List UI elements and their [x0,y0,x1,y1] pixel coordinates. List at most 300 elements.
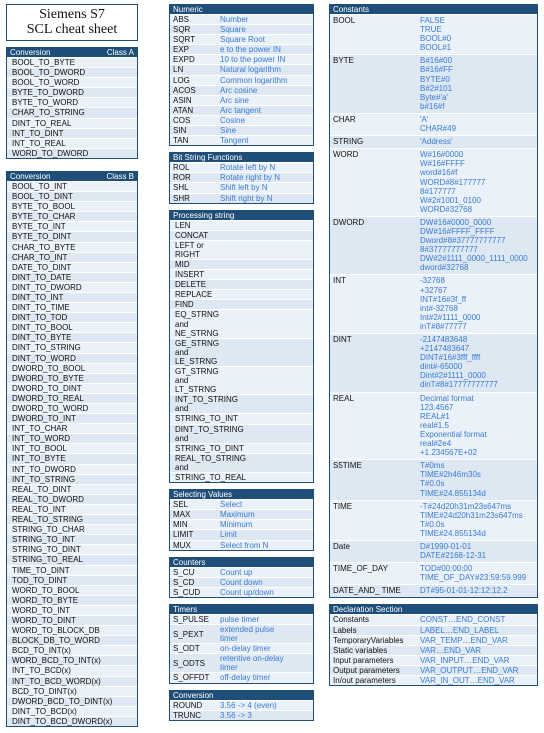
section-title: Constants [333,5,370,14]
row-keyword: ASIN [173,95,192,105]
table-row [330,216,537,275]
item-text: INT_TO_STRING and [175,395,238,414]
item-text: DINT_TO_DWORD [12,282,82,292]
row-description: VAR_INPUT…END_VAR [420,655,510,665]
description-line: timer [220,663,238,673]
section-header [170,5,313,14]
constant-value: real#2e4 [420,439,452,449]
row-keyword: ROUND [173,700,203,710]
item-text: INT_TO_BYTE [12,454,66,464]
item-text: DWORD_TO_INT [12,414,76,424]
row-description: e to the power IN [220,45,281,55]
item-text: REPLACE [175,290,213,300]
constant-value: b#16#f [420,101,445,111]
row-description: Common logarithm [220,75,288,85]
table-row [330,135,537,148]
item-text: DELETE [175,280,207,290]
constant-values [420,335,537,390]
constant-value: Decimal format [420,393,474,403]
list-item [7,138,137,148]
list-item [7,686,137,696]
row-description: Count up/down [220,587,274,597]
constant-value: 'Address' [420,137,453,147]
list-item [7,221,137,231]
list-item [7,544,137,554]
bit-string-section [169,152,314,203]
row-keyword: ROL [173,163,190,173]
list-item [7,696,137,706]
row-keyword: ABS [173,15,190,24]
item-text: GE_STRNG and LE_STRNG [175,338,220,366]
table-row [330,540,537,562]
table-row [170,172,313,182]
constant-values [420,218,537,273]
table-row [170,529,313,539]
constants-section [329,4,538,598]
table-row [330,645,537,655]
row-keyword: SHL [173,183,189,193]
section-header [170,691,313,700]
list-item [7,332,137,342]
section-title: Numeric [173,5,203,14]
table-row [170,44,313,54]
list-item [7,565,137,575]
list-item [7,77,137,87]
conversion-class-b-section [6,171,138,727]
row-keyword: S_ODT [173,644,200,654]
constant-value: CHAR#49 [420,124,457,134]
constant-value: DT#95-01-01-12:12:12.2 [420,586,508,596]
row-keyword: EXP [173,45,190,55]
list-item [7,554,137,564]
row-description: Select [220,500,243,510]
row-description: Arc cosine [220,85,258,95]
item-text: STRING_TO_DINT [12,545,81,555]
row-keyword: MIN [173,520,188,530]
item-text: REAL_TO_STRING [12,515,83,525]
table-row [330,675,537,685]
table-row [330,333,537,392]
title-line-1: Siemens S7 [39,7,105,22]
row-keyword: LIMIT [173,530,194,540]
row-keyword: S_OFFDT [173,673,210,683]
column-right [329,4,538,692]
table-row [170,509,313,519]
constant-value: 'A' [420,114,429,124]
item-text: MID [175,259,190,269]
row-keyword: SEL [173,500,189,510]
row-description: Minimum [220,520,253,530]
table-row [170,14,313,24]
constant-value: DATE#2168-12-31 [420,551,487,561]
constant-value: DW#2#1111_0000_1111_0000 [420,254,528,264]
item-text: BYTE_TO_CHAR [12,212,76,222]
item-text: CHAR_TO_STRING [12,108,85,118]
item-text: WORD_TO_INT [12,605,71,615]
row-description: Rotate right by N [220,173,281,183]
item-text: STRING_TO_REAL [12,555,83,565]
item-text: REAL_TO_STRING and [175,453,246,472]
table-row [170,85,313,95]
row-description: VAR_OUTPUT…END_VAR [420,665,519,675]
constant-value: 8#177777 [420,186,456,196]
item-text: GT_STRNG and LT_STRNG [175,367,219,395]
row-keyword: ACOS [173,85,196,95]
row-keyword: SHR [173,193,190,203]
list-item [7,706,137,716]
list-item [7,57,137,67]
constant-values [420,150,537,214]
row-keyword: S_CU [173,567,195,577]
list-item [7,595,137,605]
table-row [170,653,313,672]
item-text: TIME_TO_DINT [12,565,70,575]
row-keyword: TAN [173,136,189,146]
constant-value: TIME#24.855134d [420,528,486,538]
list-item [7,312,137,322]
list-item [7,494,137,504]
row-keyword: LOG [173,75,190,85]
constant-values [420,542,537,560]
list-item [7,383,137,393]
section-title: Processing string [173,210,235,220]
row-keyword: S_PEXT [173,629,204,639]
item-text: STRING_TO_INT [175,414,238,424]
row-description: VAR_TEMP…END_VAR [420,635,508,645]
constant-values [420,56,537,111]
item-text: DATE_TO_DINT [12,262,72,272]
constant-value: +32767 [420,285,447,295]
item-text: BYTE_TO_DINT [12,232,72,242]
row-description: 10 to the power IN [220,55,286,65]
list-item [170,279,313,289]
selecting-values-section [169,489,314,550]
table-row [170,75,313,85]
list-item [7,403,137,413]
list-item [7,534,137,544]
row-keyword: ATAN [173,105,194,115]
description-line: extended pulse [220,624,275,634]
list-item [170,240,313,259]
item-text: WORD_TO_BOOL [12,585,80,595]
row-description: Count down [220,577,263,587]
row-description [220,654,284,672]
row-keyword: Constants [333,615,370,625]
constant-value: TIME_OF_DAY#23:59:59.999 [420,573,527,583]
item-text: WORD_TO_BLOCK_DB [12,626,100,636]
row-description: Tangent [220,136,249,146]
list-item [7,373,137,383]
table-row [170,24,313,34]
list-item [170,366,313,394]
list-item [7,655,137,665]
constant-value: -T#24d20h31m23s647ms [420,501,512,511]
table-row [170,499,313,509]
description-line: off-delay timer [220,673,271,683]
page-title [6,4,138,41]
table-row [330,665,537,675]
item-text: EQ_STRNG and NE_STRNG [175,310,220,338]
list-item [170,453,313,472]
constant-values [420,502,537,538]
item-text: INT_TO_REAL [12,138,66,148]
section-header [330,605,537,614]
constant-type: INT [333,276,346,286]
list-item [7,353,137,363]
constant-value: D#1990-01-01 [420,541,472,551]
row-keyword: SIN [173,126,187,136]
constant-value: 8#37777777777 [420,245,478,255]
table-row [170,105,313,115]
table-row [330,625,537,635]
counters-section [169,557,314,598]
constant-type: STRING [333,137,364,147]
item-text: DWORD_TO_BYTE [12,373,84,383]
table-row [170,135,313,145]
item-text: BOOL_TO_DINT [12,192,73,202]
list-item [7,292,137,302]
section-header [170,605,313,614]
table-row [170,115,313,125]
table-row [330,459,537,499]
item-text: INT_TO_DINT [12,128,64,138]
constant-value: BOOL#1 [420,43,452,53]
item-text: DINT_TO_BOOL [12,323,73,333]
list-item [7,302,137,312]
list-item [7,272,137,282]
conversion-round-section [169,690,314,721]
constant-value: REAL#1 [420,411,450,421]
item-text: STRING_TO_REAL [175,473,246,483]
row-keyword: S_PULSE [173,614,210,624]
item-text: DINT_TO_STRING and [175,424,244,443]
item-text: BOOL_TO_BYTE [12,58,75,67]
constant-value: -32768 [420,276,445,286]
constant-value: Dword#8#37777777777 [420,236,506,246]
list-item [7,282,137,292]
item-text: BOOL_TO_DWORD [12,68,86,78]
list-item [7,118,137,128]
constant-type: TIME_OF_DAY [333,564,388,574]
numeric-section [169,4,314,146]
table-row [170,64,313,74]
item-text: DWORD_TO_DINT [12,383,82,393]
row-description: Arc tangent [220,105,261,115]
list-item [7,645,137,655]
table-row [330,274,537,333]
item-text: DINT_TO_BCD(x) [12,706,77,716]
declaration-section [329,604,538,686]
list-item [7,464,137,474]
item-text: STRING_TO_CHAR [12,525,85,535]
list-item [7,716,137,726]
list-item [7,423,137,433]
constant-value: inT#8#77777 [420,321,467,331]
item-text: DINT_TO_STRING [12,343,81,353]
processing-string-section [169,210,314,484]
table-row [170,125,313,135]
item-text: WORD_TO_BYTE [12,595,79,605]
item-text: STRING_TO_INT [12,535,75,545]
constant-value: 123.4567 [420,402,454,412]
item-text: REAL_TO_DINT [12,484,72,494]
table-row [170,643,313,653]
list-item [7,453,137,463]
list-item [7,615,137,625]
list-item [7,107,137,117]
constant-values [420,115,537,133]
section-header [170,490,313,499]
row-keyword: MUX [173,540,191,550]
table-row [330,113,537,135]
row-description: CONST…END_CONST [420,615,506,625]
row-description: Sine [220,126,237,136]
constant-value: FALSE [420,16,445,25]
list-item [7,87,137,97]
item-text: WORD_TO_DWORD [12,148,89,158]
list-item [7,322,137,332]
constant-value: W#16#0000 [420,150,464,160]
item-text: INT_TO_WORD [12,434,71,444]
table-row [170,540,313,550]
section-class: Class A [106,48,134,57]
list-item [7,252,137,262]
row-keyword: MAX [173,510,191,520]
list-item [7,676,137,686]
row-keyword: LN [173,65,184,75]
item-text: BOOL_TO_WORD [12,78,80,88]
constant-value: W#2#1001_0100 [420,195,481,205]
table-row [330,14,537,54]
table-row [170,700,313,710]
item-text: BCD_TO_INT(x) [12,646,71,656]
list-item [170,230,313,240]
list-item [7,413,137,423]
constant-value: int#-32768 [420,303,458,313]
item-text: BCD_TO_DINT(x) [12,686,77,696]
constant-value: TIME#24.855134d [420,488,486,498]
constant-type: TIME [333,501,353,511]
row-description: Limit [220,530,237,540]
item-text: LEFT or RIGHT [175,240,204,259]
constant-value: -2147483648 [420,335,468,344]
list-item [7,433,137,443]
section-title: Conversion [173,690,214,700]
section-class: Class B [106,171,134,181]
constant-value: Byte#'a' [420,92,448,102]
item-text: DWORD_TO_BOOL [12,363,86,373]
constant-type: BOOL [333,16,356,25]
section-header [170,558,313,567]
row-keyword: Static variables [333,645,388,655]
list-item [7,514,137,524]
description-line: retentive on-delay [220,654,284,664]
list-item [7,393,137,403]
table-row [170,193,313,203]
row-description [220,644,271,653]
row-description: VAR_IN_OUT…END_VAR [420,676,515,685]
constant-value: WORD#32768 [420,204,473,214]
item-text: INT_TO_DWORD [12,464,76,474]
constant-value: TIME#24d20h31m23s647ms [420,510,523,520]
item-text: TOD_TO_DINT [12,575,68,585]
timers-section [169,604,314,684]
row-description: Select from N [220,540,269,550]
list-item [7,635,137,645]
constant-values [420,586,537,595]
item-text: INT_TO_BCD_WORD(x) [12,676,101,686]
list-item [170,472,313,482]
constant-value: DW#16#FFFF_FFFF [420,226,495,236]
section-header [7,172,137,181]
constant-type: S5TIME [333,461,362,471]
list-item [7,211,137,221]
row-description: VAR…END_VAR [420,645,482,655]
row-description: Shift left by N [220,183,268,193]
constant-value: TIME#2h46m30s [420,470,481,480]
constant-values [420,394,537,458]
item-text: DINT_TO_WORD [12,353,76,363]
list-item [7,524,137,534]
list-item [7,262,137,272]
list-item [170,443,313,453]
table-row [330,392,537,460]
constant-type: DINT [333,335,352,344]
conversion-class-a-section [6,47,138,159]
item-text: REAL_TO_INT [12,504,66,514]
row-keyword: In/out parameters [333,676,396,685]
row-keyword: Output parameters [333,665,400,675]
item-text: BYTE_TO_DWORD [12,88,84,98]
item-text: CHAR_TO_BYTE [12,242,76,252]
description-line: on-delay timer [220,644,271,654]
row-description: LABEL…END_LABEL [420,625,500,635]
constant-value: Exponential format [420,429,487,439]
list-item [7,484,137,494]
row-keyword: SQRT [173,35,196,45]
constant-value: +2147483647 [420,344,470,354]
constant-value: word#16#f [420,168,458,178]
constant-value: +1.234567E+02 [420,448,477,458]
table-row [330,584,537,597]
item-text: DINT_TO_DATE [12,272,72,282]
row-keyword: Labels [333,625,357,635]
item-text: INT_TO_BOOL [12,444,67,454]
section-title: Declaration Section [333,605,403,615]
constant-value: T#0.0s [420,479,445,489]
constant-value: Dint#2#1111_0000 [420,371,486,381]
list-item [170,269,313,279]
section-title: Conversion [10,48,51,57]
row-description [220,673,271,682]
table-row [170,577,313,587]
constant-type: Date [333,541,350,551]
list-item [170,220,313,230]
constant-value: B#16#FF [420,65,453,75]
section-title: Conversion [10,171,51,181]
item-text: DINT_TO_TIME [12,303,70,313]
table-row [170,95,313,105]
constant-values [420,564,537,582]
constant-value: WORD#8#177777 [420,177,486,187]
constant-value: real#1.5 [420,420,449,430]
row-description [220,625,274,643]
table-row [330,635,537,645]
row-description: Shift right by N [220,193,273,203]
constant-values [420,137,537,146]
row-description: Number [220,15,249,24]
table-row [330,562,537,584]
